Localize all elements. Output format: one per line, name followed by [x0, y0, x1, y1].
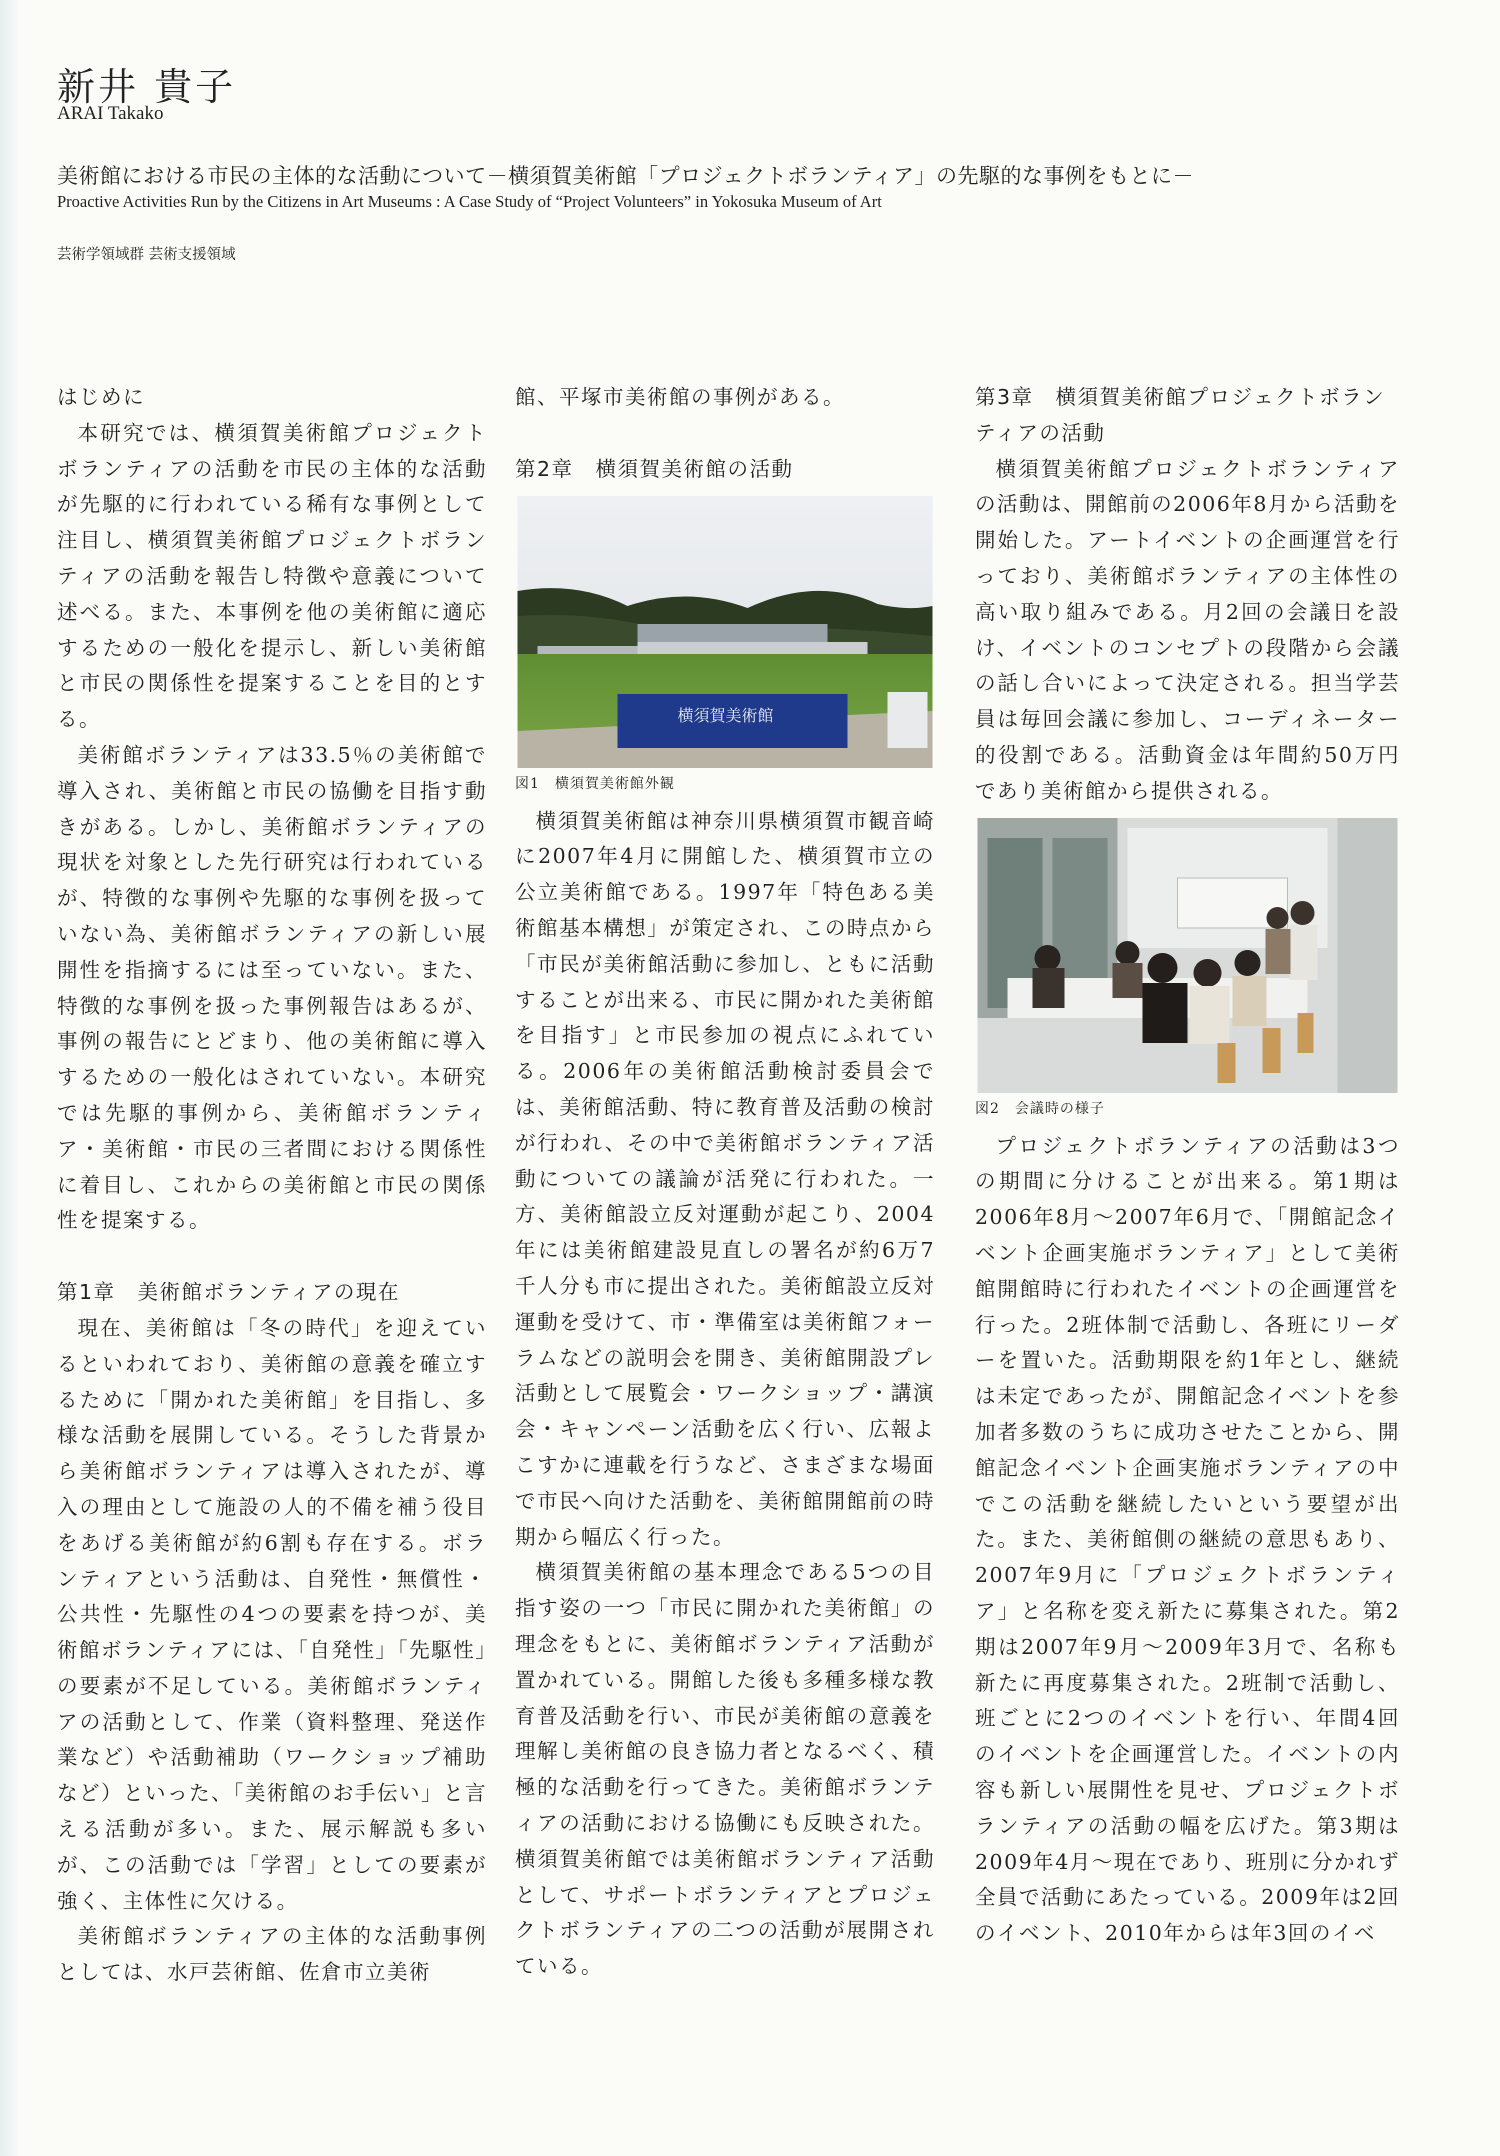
- paragraph: 本研究では、横須賀美術館プロジェクトボランティアの活動を市民の主体的な活動が先駆的に行われている稀有な事例として注目し、横須賀美術館プロジェクトボランティアの活動を報告し特徴や意義について述べる。また、本事例を他の美術館に適応するための一般化を提示し、新しい美術館と市民の関係性を提案することを目的とする。: [57, 420, 487, 732]
- paragraph: 美術館ボランティアの主体的な活動事例としては、水戸芸術館、佐倉市立美術: [57, 1924, 487, 1985]
- paragraph: 横須賀美術館プロジェクトボランティアの活動は、開館前の2006年8月から活動を開始した。アートイベントの企画運営を行っており、美術館ボランティアの主体性の高い取り組みである。月2回の会議日を設け、イベントのコンセプトの段階から会議の話し合いによって決定される。担当学芸員は毎回会議に参加し、コーディネーター的役割である。活動資金は年間約50万円であり美術館から提供される。: [975, 456, 1400, 803]
- paper-title-en: Proactive Activities Run by the Citizens in Art Museums : A Case Study of “Project Volunteers” in Yokosuka Museum of Art: [57, 192, 882, 211]
- paper-title-ja: 美術館における市民の主体的な活動について－横須賀美術館「プロジェクトボランティア」の先駆的な事例をもとに－: [57, 164, 1194, 188]
- figure-1-caption: 図1 横須賀美術館外観: [515, 775, 675, 792]
- figure-2: [975, 818, 1400, 1119]
- meeting-photo: [975, 818, 1400, 1093]
- page-edge: [0, 0, 18, 2156]
- museum-exterior-photo: [515, 496, 935, 768]
- column-1: [57, 380, 487, 1991]
- section-heading-chapter-3: 第3章 横須賀美術館プロジェクトボランティアの活動: [975, 385, 1386, 445]
- section-heading-chapter-1: 第1章 美術館ボランティアの現在: [57, 1280, 400, 1305]
- paragraph: 横須賀美術館は神奈川県横須賀市観音崎に2007年4月に開館した、横須賀市立の公立美術館である。1997年「特色ある美術館基本構想」が策定され、この時点から「市民が美術館活動に参加し、ともに活動することが出来る、市民に開かれた美術館を目指す」と市民参加の視点にふれている。2006年の美術館活動検討委員会では、美術館活動、特に教育普及活動の検討が行われ、その中で美術館ボランティア活動についての議論が活発に行われた。一方、美術館設立反対運動が起こり、2004年には美術館建設見直しの署名が約6万7千人分も市に提出された。美術館設立反対運動を受けて、市・準備室は美術館フォーラムなどの説明会を開き、美術館開設プレ活動として展覧会・ワークショップ・講演会・キャンペーン活動を広く行い、広報よこすかに連載を行うなど、さまざまな場面で市民へ向けた活動を、美術館開館前の時期から幅広く行った。: [515, 808, 935, 1549]
- paragraph: 館、平塚市美術館の事例がある。: [515, 385, 845, 409]
- section-heading-chapter-2: 第2章 横須賀美術館の活動: [515, 456, 794, 481]
- figure-1: [515, 496, 935, 794]
- research-field: 芸術学領域群 芸術支援領域: [57, 247, 236, 263]
- section-heading-intro: はじめに: [57, 385, 145, 409]
- column-2: [515, 380, 935, 1985]
- paragraph: 美術館ボランティアは33.5％の美術館で導入され、美術館と市民の協働を目指す動きがある。しかし、美術館ボランティアの現状を対象とした先行研究は行われているが、特徴的な事例や先駆的な事例を扱っていない為、美術館ボランティアの新しい展開性を指摘するには至っていない。また、特徴的な事例を扱った事例報告はあるが、事例の報告にとどまり、他の美術館に導入するための一般化はされていない。本研究では先駆的事例から、美術館ボランティア・美術館・市民の三者間における関係性に着目し、これからの美術館と市民の関係性を提案する。: [57, 742, 487, 1233]
- figure-2-caption: 図2 会議時の様子: [975, 1100, 1105, 1117]
- paragraph: 現在、美術館は「冬の時代」を迎えているといわれており、美術館の意義を確立するために「開かれた美術館」を目指し、多様な活動を展開している。そうした背景から美術館ボランティアは導入されたが、導入の理由として施設の人的不備を補う役目をあげる美術館が約6割も存在する。ボランティアという活動は、自発性・無償性・公共性・先駆性の4つの要素を持つが、美術館ボランティアには、「自発性」「先駆性」の要素が不足している。美術館ボランティアの活動として、作業（資料整理、発送作業など）や活動補助（ワークショップ補助など）といった、「美術館のお手伝い」と言える活動が多い。また、展示解説も多いが、この活動では「学習」としての要素が強く、主体性に欠ける。: [57, 1315, 487, 1913]
- author-name-ja: 新井 貴子: [57, 65, 237, 109]
- paragraph: 横須賀美術館の基本理念である5つの目指す姿の一つ「市民に開かれた美術館」の理念をもとに、美術館ボランティア活動が置かれている。開館した後も多種多様な教育普及活動を行い、市民が美術館の意義を理解し美術館の良き協力者となるべく、積極的な活動を行ってきた。美術館ボランティアの活動における協働にも反映された。横須賀美術館では美術館ボランティア活動として、サポートボランティアとプロジェクトボランティアの二つの活動が展開されている。: [515, 1560, 935, 1979]
- column-3: [975, 380, 1400, 1952]
- paragraph: プロジェクトボランティアの活動は3つの期間に分けることが出来る。第1期は2006年8月～2007年6月で、「開館記念イベント企画実施ボランティア」として美術館開館時に行われたイベントの企画運営を行った。2班体制で活動し、各班にリーダーを置いた。活動期限を約1年とし、継続は未定であったが、開館記念イベントを参加者多数のうちに成功させたことから、開館記念イベント企画実施ボランティアの中でこの活動を継続したいという要望が出た。また、美術館側の継続の意思もあり、2007年9月に「プロジェクトボランティア」と名称を変え新たに募集された。第2期は2007年9月～2009年3月で、名称も新たに再度募集された。2班制で活動し、班ごとに2つのイベントを行い、年間4回のイベントを企画運営した。イベントの内容も新しい展開性を見せ、プロジェクトボランティアの活動の幅を広げた。第3期は2009年4月～現在であり、班別に分かれず全員で活動にあたっている。2009年は2回のイベント、2010年からは年3回のイベ: [975, 1133, 1400, 1946]
- author-name-en: ARAI Takako: [57, 103, 164, 124]
- sign-text: 横須賀美術館: [677, 705, 774, 725]
